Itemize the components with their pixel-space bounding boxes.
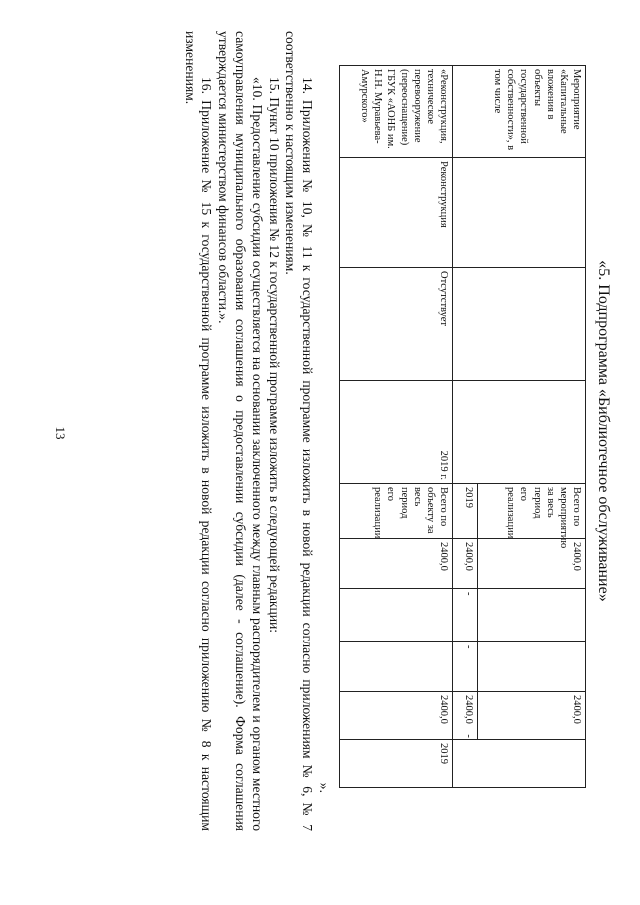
- closing-quote: ».: [317, 782, 332, 793]
- table-row-object: [340, 66, 453, 788]
- empty-cell: [478, 642, 586, 692]
- paragraph-15-quote: «10. Предоставление субсидии осуществляется на основании заключенного между главным распорядителем и органом местного самоуправления муниципального образования соглашения о предоставлении субсидии (далее - соглашение). Форма соглашения утверждается министерством финансов области.».: [216, 31, 265, 831]
- empty-cell: [453, 158, 586, 268]
- year-last-value: 2400,0 -: [453, 692, 478, 740]
- page-number: 13: [53, 426, 68, 440]
- empty-cell: [453, 268, 586, 381]
- object-last-value: 2400,0: [340, 692, 453, 740]
- year-total-value: 2400,0: [453, 539, 478, 589]
- measure-last-value: 2400,0: [478, 692, 586, 740]
- measure-cell: Мероприятие «Капитальные вложения в объекты государственной собственности», в том числе: [453, 66, 586, 158]
- empty-cell: [453, 740, 586, 788]
- object-total-value: 2400,0: [340, 539, 453, 589]
- empty-cell: [478, 589, 586, 642]
- paragraph-16: 16. Приложение № 15 к государственной программе изложить в новой редакции согласно приложению № 8 к настоящим изменениям.: [182, 31, 215, 831]
- completion-year-cell: 2019 г.: [340, 381, 453, 484]
- dash-cell: -: [453, 642, 478, 692]
- empty-cell: [340, 589, 453, 642]
- measure-total-value: 2400,0: [478, 539, 586, 589]
- dash-cell: -: [453, 589, 478, 642]
- work-type-cell: Реконструкция: [340, 158, 453, 268]
- subprogram-title: «5. Подпрограмма «Библиотечное обслуживание»: [595, 260, 612, 602]
- document-body: [181, 31, 332, 831]
- status-cell: Отсутствует: [340, 268, 453, 381]
- table-row-measure: [478, 66, 586, 788]
- subprogram-table: [339, 65, 586, 788]
- year-cell: 2019: [453, 484, 478, 539]
- empty-cell: [340, 642, 453, 692]
- empty-cell: [453, 381, 586, 484]
- rotated-page-content: [0, 31, 640, 831]
- object-cell: «Реконструкция, техническое перевооружение (переоснащение) ГБУК «АОНБ им. Н.Н. Муравьева-Амурского»: [340, 66, 453, 158]
- object-total-label: Всего по объекту за весь период его реализации: [340, 484, 453, 539]
- paragraph-15: 15. Пункт 10 приложения № 12 к государственной программе изложить в следующей редакции:: [266, 77, 282, 634]
- end-year-cell: 2019: [340, 740, 453, 788]
- measure-total-label: Всего по мероприятию за весь период его реализации: [478, 484, 586, 539]
- paragraph-14: 14. Приложения № 10, № 11 к государственной программе изложить в новой редакции согласно приложениям № 6, № 7 соответственно к настоящим изменениям.: [283, 31, 316, 831]
